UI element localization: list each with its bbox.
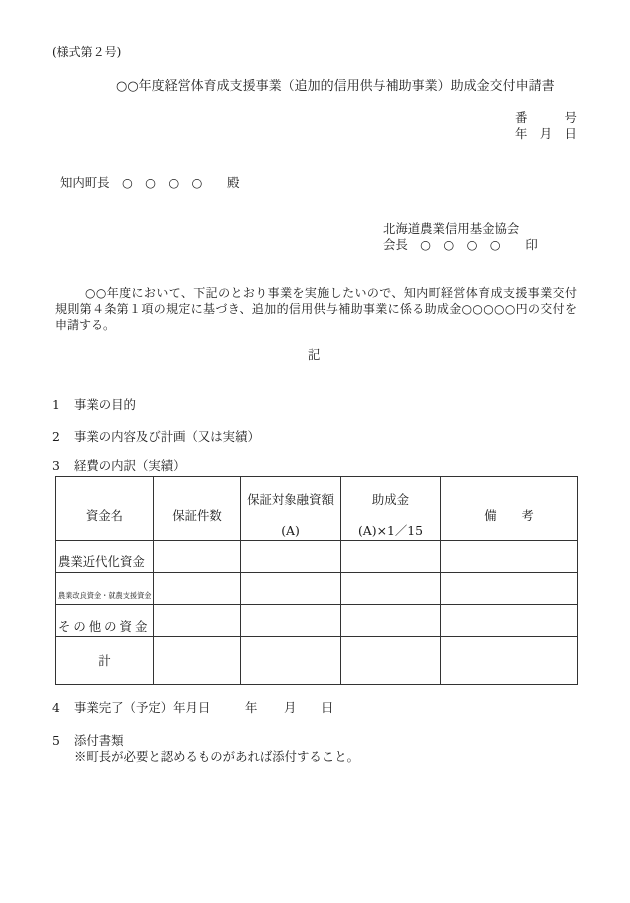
table-row (56, 605, 578, 637)
form-number: (様式第２号) (52, 45, 122, 59)
header-guaranteed-loan-amount-sub: (A) (281, 523, 300, 538)
header-fund-name-label: 資金名 (85, 508, 124, 523)
section-2-number: 2 (52, 429, 60, 444)
expense-table (55, 476, 578, 685)
addressee: 知内町長 ○ ○ ○ ○ 殿 (60, 175, 240, 190)
header-guaranteed-loan-amount (241, 477, 341, 541)
table-cell (241, 541, 341, 573)
body-text-line-1: ○○年度において、下記のとおり事業を実施したいので、知内町経営体育成支援事業交付 (85, 286, 577, 300)
section-4-number: 4 (52, 700, 60, 715)
applicant-representative: 会長 ○ ○ ○ ○ 印 (383, 237, 538, 252)
row-label: 農業改良資金・就農支援資金 (56, 573, 154, 605)
header-remarks (441, 477, 578, 541)
table-cell (441, 541, 578, 573)
section-3-number: 3 (52, 458, 60, 473)
section-1-title: 事業の目的 (74, 397, 136, 412)
table-cell (154, 573, 241, 605)
attachments-note: ※町長が必要と認めるものがあれば添付すること。 (74, 749, 359, 764)
table-cell (341, 605, 441, 637)
header-subsidy-label: 助成金 (371, 492, 410, 507)
table-cell (154, 637, 241, 685)
header-guarantee-count (154, 477, 241, 541)
table-cell (341, 637, 441, 685)
table-row (56, 541, 578, 573)
section-5-number: 5 (52, 733, 60, 748)
date-label: 年 月 日 (515, 126, 577, 141)
completion-day-label: 日 (321, 700, 334, 715)
body-text-line-2: 規則第４条第１項の規定に基づき、追加的信用供与補助事業に係る助成金○○○○○円の交付を (55, 302, 577, 316)
completion-year-label: 年 (245, 700, 258, 715)
section-3-title: 経費の内訳（実績） (74, 458, 186, 473)
table-cell (441, 605, 578, 637)
body-text-line-3: 申請する。 (55, 318, 116, 332)
header-subsidy (341, 477, 441, 541)
section-1-number: 1 (52, 397, 60, 412)
document-title: ○○年度経営体育成支援事業（追加的信用供与補助事業）助成金交付申請書 (116, 79, 555, 94)
table-cell (241, 573, 341, 605)
header-subsidy-sub: (A)×1／15 (357, 523, 424, 538)
note-heading: 記 (308, 347, 321, 362)
table-cell (154, 541, 241, 573)
table-cell (441, 573, 578, 605)
completion-month-label: 月 (284, 700, 297, 715)
table-cell (341, 541, 441, 573)
attachments-title: 添付書類 (74, 733, 124, 748)
table-cell (154, 605, 241, 637)
row-label: 農業近代化資金 (56, 541, 154, 573)
header-guarantee-count-label: 保証件数 (172, 508, 222, 523)
applicant-organization: 北海道農業信用基金協会 (383, 221, 520, 236)
header-remarks-label: 備 考 (484, 508, 534, 523)
section-2-title: 事業の内容及び計画（又は実績） (74, 429, 260, 444)
table-cell (341, 573, 441, 605)
row-label: その他の資金 (56, 605, 154, 637)
header-guaranteed-loan-amount-label: 保証対象融資額 (247, 492, 334, 507)
header-fund-name (56, 477, 154, 541)
table-header-row (56, 477, 578, 541)
completion-date-label: 事業完了（予定）年月日 (74, 700, 211, 715)
table-row (56, 573, 578, 605)
reference-number-label: 番 号 (515, 110, 577, 125)
table-total-row (56, 637, 578, 685)
table-cell (241, 637, 341, 685)
table-cell (441, 637, 578, 685)
table-cell (241, 605, 341, 637)
total-label: 計 (56, 637, 154, 685)
